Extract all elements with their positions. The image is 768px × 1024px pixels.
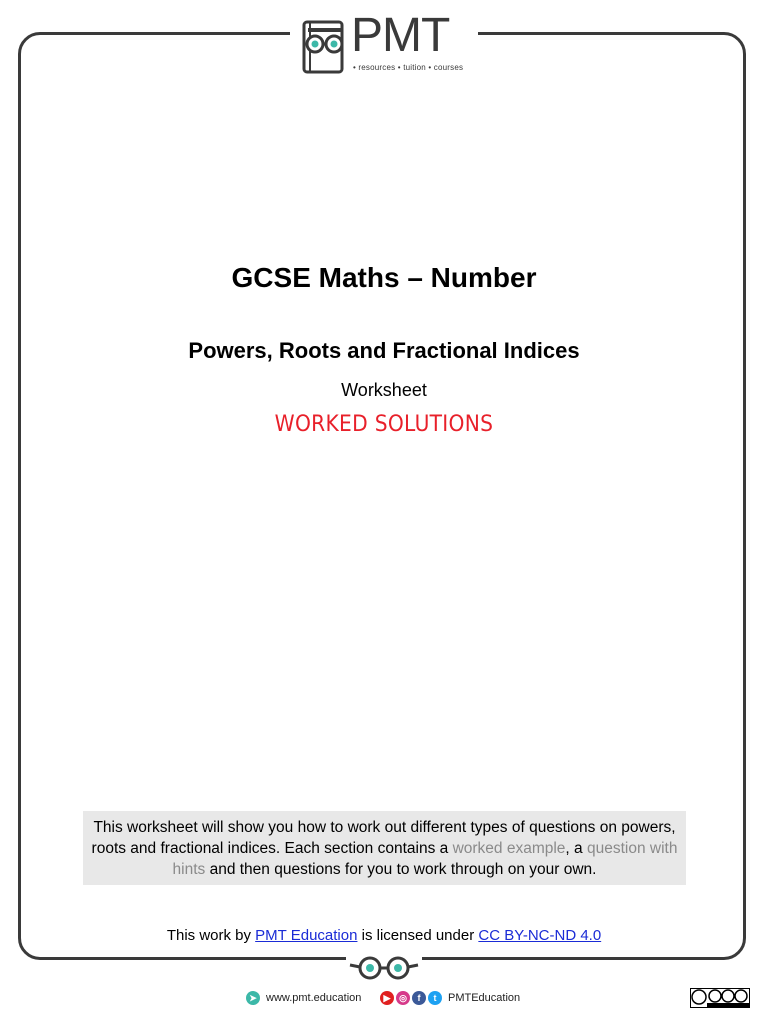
license-link[interactable]: CC BY-NC-ND 4.0	[478, 927, 602, 944]
document-title: GCSE Maths – Number	[231, 262, 537, 293]
instagram-icon[interactable]: ◎	[396, 991, 410, 1005]
logo-text: PMT	[351, 9, 450, 62]
twitter-icon[interactable]: t	[428, 991, 442, 1005]
youtube-icon[interactable]: ▶	[380, 991, 394, 1005]
intro-box	[83, 811, 686, 885]
cursor-icon: ➤	[246, 991, 260, 1005]
worked-example-term: worked example	[452, 840, 566, 857]
document-kind: Worksheet	[341, 380, 427, 400]
logo-tagline: • resources • tuition • courses	[353, 63, 464, 72]
intro-text-2: , a	[565, 840, 587, 857]
book-glasses-logo-icon	[300, 18, 352, 76]
creative-commons-badge-icon[interactable]	[690, 988, 750, 1008]
footer-social	[380, 988, 520, 1008]
license-middle: is licensed under	[357, 927, 479, 944]
intro-text-1: This worksheet will show you how to work out different types of questions on powers, roots and fractional indices. Each section contains a	[91, 819, 676, 857]
question-with-hints-term: question with hints	[172, 840, 678, 878]
footer-glasses-icon	[346, 954, 422, 982]
author-link[interactable]: PMT Education	[255, 927, 358, 944]
license-line	[0, 927, 768, 944]
license-prefix: This work by	[166, 927, 256, 944]
facebook-icon[interactable]: f	[412, 991, 426, 1005]
worked-solutions-label: WORKED SOLUTIONS	[274, 412, 494, 437]
document-subtitle: Powers, Roots and Fractional Indices	[188, 338, 580, 363]
social-handle: PMTEducation	[448, 992, 521, 1004]
intro-text-3: and then questions for you to work through on your own.	[205, 861, 597, 878]
footer-website[interactable]	[246, 988, 361, 1008]
website-text: www.pmt.education	[266, 992, 362, 1004]
